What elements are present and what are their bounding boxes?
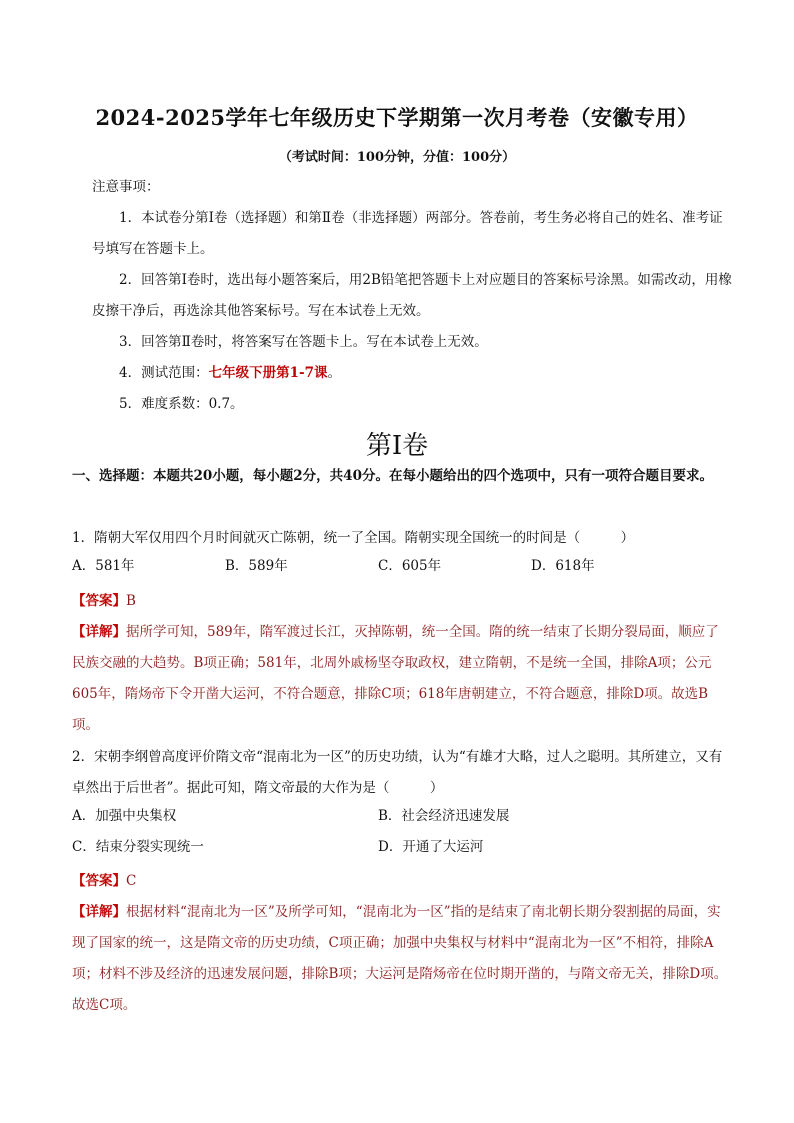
q1-answer-value: B	[126, 593, 136, 609]
q2-option-d: D．开通了大运河	[378, 839, 484, 855]
q2-option-b: B．社会经济迅速发展	[378, 808, 510, 824]
note-3: 3．回答第Ⅱ卷时，将答案写在答题卡上。写在本试卷上无效。	[119, 334, 488, 350]
notes-heading: 注意事项：	[92, 179, 160, 195]
note-4-prefix: 4．测试范围：	[119, 365, 209, 381]
q2-option-a: A．加强中央集权	[72, 808, 177, 824]
q2-detail-label: 【详解】	[72, 904, 126, 920]
instruction-suffix: ，只有一项符合题目要求。	[550, 468, 713, 484]
question-2-options-row-2	[72, 835, 732, 866]
q1-answer-label: 【答案】	[72, 593, 126, 609]
section-instruction	[72, 461, 732, 492]
question-1-stem: 1．隋朝大军仅用四个月时间就灭亡陈朝，统一了全国。隋朝实现全国统一的时间是（ ）	[72, 530, 635, 546]
note-4-scope: 七年级下册第1-7课	[208, 365, 328, 381]
q2-answer	[72, 866, 732, 897]
q2-option-c: C．结束分裂实现统一	[72, 839, 204, 855]
instruction-bold: 四个选项中	[483, 468, 551, 484]
page-title: 2024-2025学年七年级历史下学期第一次月考卷（安徽专用）	[95, 105, 699, 130]
note-4-suffix: 。	[327, 365, 341, 381]
exam-subtitle: （考试时间：100分钟，分值：100分）	[278, 150, 516, 165]
note-2: 2．回答第Ⅰ卷时，选出每小题答案后，用2B铅笔把答题卡上对应题目的答案标号涂黑。如需改动，用橡皮擦干净后，再选涂其他答案标号。写在本试卷上无效。	[92, 272, 732, 319]
note-1: 1．本试卷分第Ⅰ卷（选择题）和第Ⅱ卷（非选择题）两部分。答卷前，考生务必将自己的姓名、准考证号填写在答题卡上。	[92, 210, 723, 257]
q2-detail	[72, 897, 732, 1021]
q2-answer-label: 【答案】	[72, 873, 126, 889]
note-5: 5．难度系数：0.7。	[119, 396, 244, 412]
instruction-prefix: 一、选择题：本题共20小题，每小题2分，共40分。在每小题给出的	[72, 468, 484, 484]
q1-option-b: B．589年	[225, 558, 288, 574]
q2-detail-text: 根据材料“混南北为一区”及所学可知，“混南北为一区”指的是结束了南北朝长期分裂割据的局面，实现了国家的统一，这是隋文帝的历史功绩，C项正确；加强中央集权与材料中“混南北为一区”不相符，排除A项；材料不涉及经济的迅速发展问题，排除B项；大运河是隋炀帝在位时期开凿的，与隋文帝无关，排除D项。故选C项。	[72, 904, 728, 1013]
q1-option-a: A．581年	[72, 558, 135, 574]
volume-heading: 第Ⅰ卷	[365, 431, 429, 461]
note-4	[92, 358, 732, 389]
q1-option-c: C．605年	[378, 558, 442, 574]
question-2-options-row-1	[72, 804, 732, 835]
q1-answer	[72, 586, 732, 617]
question-2-stem: 2．宋朝李纲曾高度评价隋文帝“混南北为一区”的历史功绩，认为“有雄才大略，过人之聪明。其所建立，又有卓然出于后世者”。据此可知，隋文帝最的大作为是（ ）	[72, 749, 723, 796]
q2-answer-value: C	[126, 873, 137, 889]
question-1-options	[72, 554, 732, 585]
q1-detail-text: 据所学可知，589年，隋军渡过长江，灭掉陈朝，统一全国。隋的统一结束了长期分裂局面，顺应了民族交融的大趋势。B项正确；581年，北周外戚杨坚夺取政权，建立隋朝，不是统一全国，排除A项；公元605年，隋炀帝下令开凿大运河，不符合题意，排除C项；618年唐朝建立，不符合题意，排除D项。故选B项。	[72, 624, 719, 733]
q1-option-d: D．618年	[531, 558, 595, 574]
q1-detail-label: 【详解】	[72, 624, 126, 640]
q1-detail	[72, 617, 732, 741]
